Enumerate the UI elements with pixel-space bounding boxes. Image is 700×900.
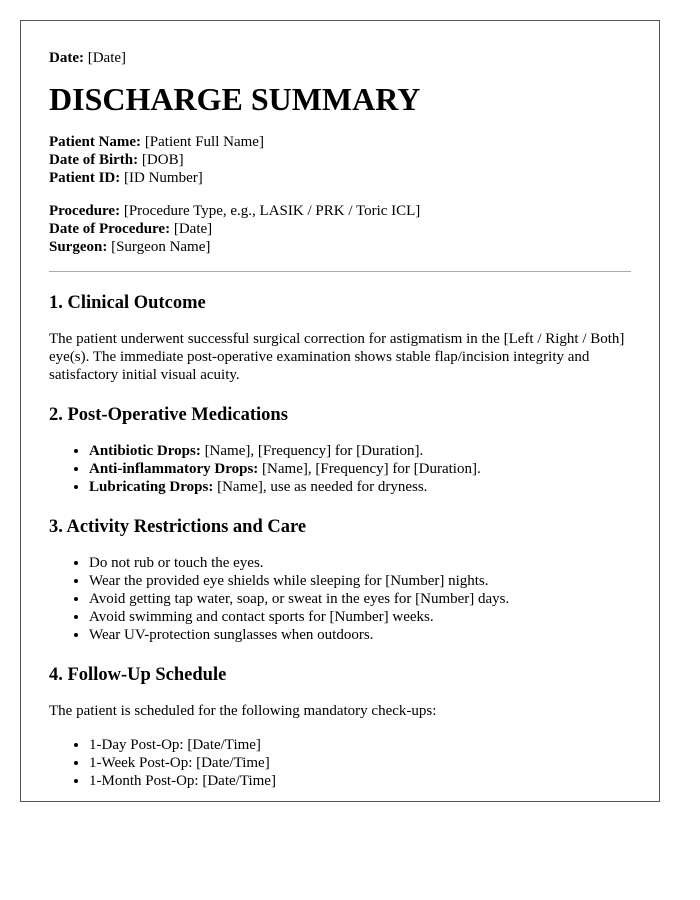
procedure-date-value: [Date] xyxy=(173,221,213,237)
procedure-date-label: Date of Procedure: xyxy=(49,221,171,237)
patient-name-value: [Patient Full Name] xyxy=(144,134,264,150)
section-divider xyxy=(49,271,631,272)
followup-list xyxy=(49,736,631,790)
procedure-line xyxy=(49,202,631,220)
date-line xyxy=(49,49,631,67)
list-item: • Wear the provided eye shields while sleeping for [Number] nights. xyxy=(89,572,631,590)
procedure-info xyxy=(49,202,631,256)
patient-info xyxy=(49,133,631,187)
date-label: Date: xyxy=(49,50,84,66)
surgeon-line xyxy=(49,238,631,256)
patient-id-line xyxy=(49,169,631,187)
list-item: • Avoid swimming and contact sports for [Number] weeks. xyxy=(89,608,631,626)
list-item: • Wear UV-protection sunglasses when outdoors. xyxy=(89,626,631,644)
date-value: [Date] xyxy=(87,50,127,66)
clinical-outcome-text: The patient underwent successful surgical correction for astigmatism in the [Left / Right / Both] eye(s). The immediate post-operative examination shows stable flap/incision integrity and satisfactory initial visual acuity. xyxy=(49,331,625,383)
dob-line xyxy=(49,151,631,169)
restrictions-heading: 3. Activity Restrictions and Care xyxy=(49,517,307,537)
dob-label: Date of Birth: xyxy=(49,152,139,168)
dob-value: [DOB] xyxy=(141,152,184,168)
medication-label: Antibiotic Drops: xyxy=(89,443,201,459)
followup-heading: 4. Follow-Up Schedule xyxy=(49,665,227,685)
list-item: • Do not rub or touch the eyes. xyxy=(89,554,631,572)
surgeon-label: Surgeon: xyxy=(49,239,108,255)
medication-label: Anti-inflammatory Drops: xyxy=(89,461,259,477)
restrictions-list xyxy=(49,554,631,644)
list-item xyxy=(89,460,631,478)
document-page xyxy=(20,20,660,802)
list-item: • Avoid getting tap water, soap, or sweat in the eyes for [Number] days. xyxy=(89,590,631,608)
medication-text: [Name], use as needed for dryness. xyxy=(217,479,428,495)
medications-list xyxy=(49,442,631,496)
patient-name-line xyxy=(49,133,631,151)
procedure-value: [Procedure Type, e.g., LASIK / PRK / Toric ICL] xyxy=(123,203,421,219)
surgeon-value: [Surgeon Name] xyxy=(111,239,211,255)
medications-heading: 2. Post-Operative Medications xyxy=(49,405,288,425)
procedure-label: Procedure: xyxy=(49,203,121,219)
patient-name-label: Patient Name: xyxy=(49,134,142,150)
medication-label: Lubricating Drops: xyxy=(89,479,214,495)
list-item: • 1-Week Post-Op: [Date/Time] xyxy=(89,754,631,772)
patient-id-value: [ID Number] xyxy=(124,170,203,186)
clinical-outcome-heading: 1. Clinical Outcome xyxy=(49,293,206,313)
list-item xyxy=(89,442,631,460)
medication-text: [Name], [Frequency] for [Duration]. xyxy=(204,443,424,459)
list-item: • 1-Day Post-Op: [Date/Time] xyxy=(89,736,631,754)
document-title: DISCHARGE SUMMARY xyxy=(49,81,421,117)
list-item xyxy=(89,478,631,496)
patient-id-label: Patient ID: xyxy=(49,170,121,186)
followup-intro: The patient is scheduled for the following mandatory check-ups: xyxy=(49,703,437,719)
medication-text: [Name], [Frequency] for [Duration]. xyxy=(262,461,481,477)
list-item: • 1-Month Post-Op: [Date/Time] xyxy=(89,772,631,790)
procedure-date-line xyxy=(49,220,631,238)
